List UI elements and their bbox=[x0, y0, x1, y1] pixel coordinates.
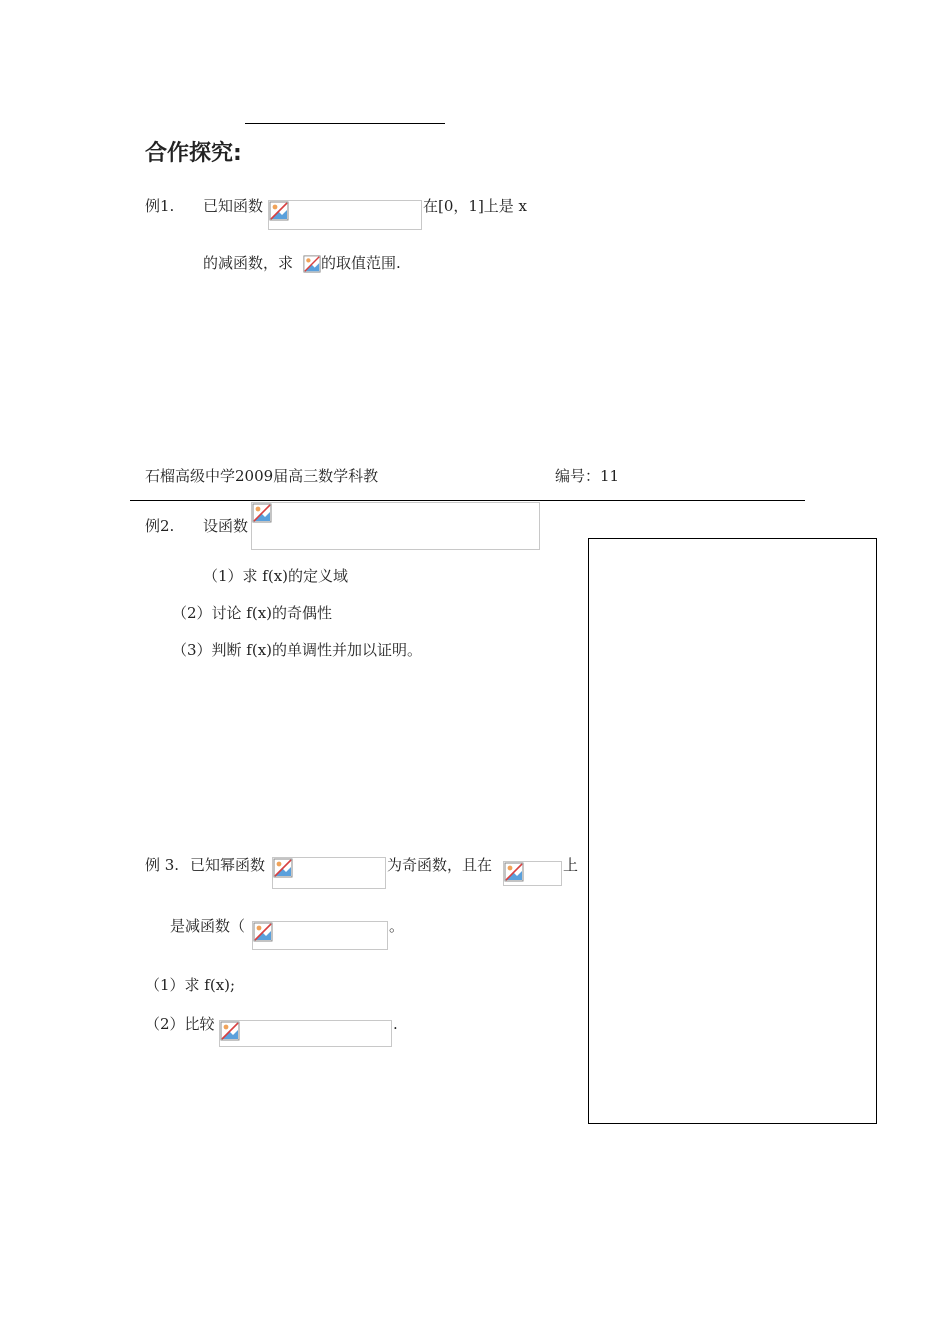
example3-comparison-image bbox=[219, 1020, 392, 1047]
header-rule bbox=[130, 500, 805, 501]
example1-line1-suffix: 在[0，1]上是 x bbox=[423, 197, 528, 215]
example3-label: 例 3. bbox=[145, 856, 180, 874]
broken-image-icon bbox=[252, 503, 272, 523]
header-school: 石榴高级中学2009届高三数学科教 bbox=[145, 467, 379, 485]
example3-power-function-image bbox=[272, 857, 386, 889]
example1-variable-image bbox=[303, 255, 321, 273]
example3-line2-suffix: 。 bbox=[389, 917, 405, 935]
broken-image-icon bbox=[504, 862, 524, 882]
header-number: 编号：11 bbox=[555, 467, 620, 485]
answer-box bbox=[588, 538, 877, 1124]
example1-label: 例1. bbox=[145, 197, 175, 215]
example3-line1-suffix: 上 bbox=[563, 856, 579, 874]
example3-line1-prefix: 已知幂函数 bbox=[190, 856, 266, 874]
broken-image-icon bbox=[273, 858, 293, 878]
top-rule bbox=[245, 123, 445, 124]
example2-question-1: （1）求 f(x)的定义域 bbox=[203, 567, 349, 585]
example3-line2-prefix: 是减函数（ bbox=[170, 917, 246, 935]
example3-question-2-suffix: . bbox=[393, 1015, 398, 1033]
example2-intro: 设函数 bbox=[203, 517, 249, 535]
example2-function-formula-image bbox=[251, 502, 540, 550]
example2-question-2: （2）讨论 f(x)的奇偶性 bbox=[172, 604, 333, 622]
broken-image-icon bbox=[269, 201, 289, 221]
broken-image-icon bbox=[303, 255, 321, 273]
example3-question-2-prefix: （2）比较 bbox=[145, 1015, 215, 1033]
broken-image-icon bbox=[220, 1021, 240, 1041]
section-title: 合作探究: bbox=[145, 141, 242, 166]
example3-interval-image bbox=[503, 861, 562, 886]
example1-line2-prefix: 的减函数，求 bbox=[203, 254, 294, 272]
example2-question-3: （3）判断 f(x)的单调性并加以证明。 bbox=[172, 641, 423, 659]
example2-label: 例2. bbox=[145, 517, 175, 535]
example3-line1-mid: 为奇函数，且在 bbox=[387, 856, 493, 874]
example3-question-1: （1）求 f(x); bbox=[145, 976, 236, 994]
example1-line2-suffix: 的取值范围. bbox=[321, 254, 401, 272]
example1-line1-prefix: 已知函数 bbox=[203, 197, 264, 215]
example3-condition-image bbox=[252, 921, 388, 950]
example1-function-formula-image bbox=[268, 200, 422, 230]
broken-image-icon bbox=[253, 922, 273, 942]
